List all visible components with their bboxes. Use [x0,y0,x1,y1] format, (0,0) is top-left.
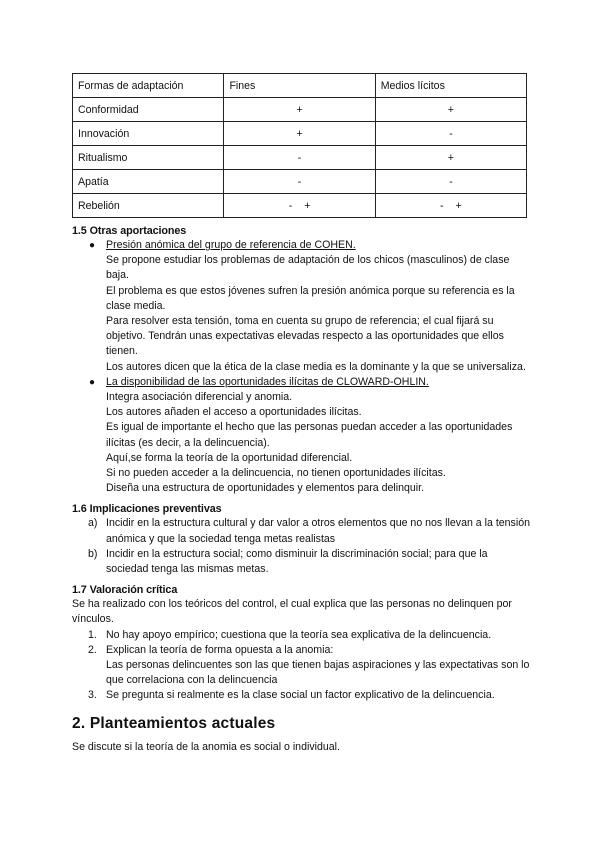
table-cell-medios [375,98,526,122]
table-cell-forma: Ritualismo [73,146,224,170]
section-heading-1-7: 1.7 Valoración crítica [72,584,178,597]
list-item-title: La disponibilidad de las oportunidades ilícitas de CLOWARD-OHLIN. [106,375,429,388]
list-item-title: Presión anómica del grupo de referencia de COHEN. [106,239,356,251]
sign: + [447,151,454,164]
list-item-text: Incidir en la estructura cultural y dar valor a otros elementos que no nos llevan a la tensión anómica y que la sociedad tenga metas realistas [106,517,530,545]
lettered-list [72,516,532,577]
bullet-icon: ● [89,240,96,251]
numbered-list [72,628,532,704]
table-row [73,146,527,170]
sign: + [304,199,311,212]
table-cell-fines [224,194,375,218]
paragraph: Si no pueden acceder a la delincuencia, no tienen oportunidades ilícitas. [106,467,446,480]
list-item [88,516,532,546]
list-item [89,238,532,375]
list-item [89,375,532,497]
adaptation-table [72,73,527,218]
table-cell-medios [375,170,526,194]
table-cell-medios [375,146,526,170]
list-item-text: Las personas delincuentes son las que tienen bajas aspiraciones y las expectativas son lo que correlaciona con la delincuencia [106,659,530,687]
sign: + [455,199,462,212]
section-heading-1-6: 1.6 Implicaciones preventivas [72,503,222,516]
paragraph: Los autores dicen que la ética de la clase media es la dominante y la que se universaliza. [106,360,526,373]
sign: + [296,103,303,116]
list-item-text: Explican la teoría de forma opuesta a la anomia: [106,643,334,656]
table-cell-forma: Apatía [73,170,224,194]
table-cell-forma: Conformidad [73,98,224,122]
list-item [88,643,532,689]
table-cell-fines [224,170,375,194]
table-cell-medios [375,122,526,146]
bullet-icon: ● [89,376,96,388]
table-cell-forma: Rebelión [73,194,224,218]
sign: - [297,151,302,164]
list-marker: b) [88,547,98,560]
table-row [73,98,527,122]
table-cell-fines [224,98,375,122]
document-body [72,224,532,755]
sign: - [449,127,453,140]
list-marker: 1. [88,628,97,641]
sign: + [447,103,454,116]
bullet-list [72,238,532,496]
table-row [73,194,527,218]
sign: + [296,127,303,140]
table-cell-fines [224,146,375,170]
section-heading-2: 2. Planteamientos actuales [72,714,276,732]
table-header-cell: Formas de adaptación [73,74,224,98]
sign: - [449,175,453,188]
list-item-text: Se pregunta si realmente es la clase social un factor explicativo de la delincuencia. [106,689,495,702]
table-header-cell: Medios lícitos [375,74,526,98]
section-heading-1-5: 1.5 Otras aportaciones [72,225,187,237]
paragraph: Diseña una estructura de oportunidades y elementos para delinquir. [106,482,425,495]
paragraph: Se discute si la teoría de la anomia es social o individual. [72,740,340,753]
paragraph: Aquí,se forma la teoría de la oportunidad diferencial. [106,451,353,464]
table-row [73,122,527,146]
table-cell-medios [375,194,526,218]
list-item [88,628,532,643]
table-header-cell: Fines [224,74,375,98]
table-cell-forma: Innovación [73,122,224,146]
paragraph: Los autores añaden el acceso a oportunidades ilícitas. [106,406,362,419]
list-item-text: No hay apoyo empírico; cuestiona que la teoría sea explicativa de la delincuencia. [106,628,492,641]
list-item [88,688,532,703]
paragraph: El problema es que estos jóvenes sufren la presión anómica porque su referencia es la clase media. [106,284,515,312]
table-cell-fines [224,122,375,146]
list-marker: 2. [88,643,97,656]
paragraph: Es igual de importante el hecho que las personas puedan acceder a las oportunidades ilícitas (es decir, a la delincuencia). [106,421,513,449]
table-header-row [73,74,527,98]
sign: - [297,175,302,188]
paragraph: Integra asociación diferencial y anomia. [106,391,293,404]
list-marker: 3. [88,689,97,702]
paragraph: Se propone estudiar los problemas de adaptación de los chicos (masculinos) de clase baja. [106,254,510,282]
table-row [73,170,527,194]
sign: - [439,199,444,212]
list-marker: a) [88,517,98,530]
list-item-text: Incidir en la estructura social; como disminuir la discriminación social; para que la sociedad tenga las mismas metas. [106,547,488,576]
list-item [88,547,532,577]
intro-paragraph: Se ha realizado con los teóricos del control, el cual explica que las personas no delinquen por vínculos. [72,598,512,626]
paragraph: Para resolver esta tensión, toma en cuenta su grupo de referencia; el cual fijará su objetivo. Tendrán unas expectativas elevadas respecto a las oportunidades que ellos tienen. [106,315,504,358]
sign: - [288,199,293,212]
